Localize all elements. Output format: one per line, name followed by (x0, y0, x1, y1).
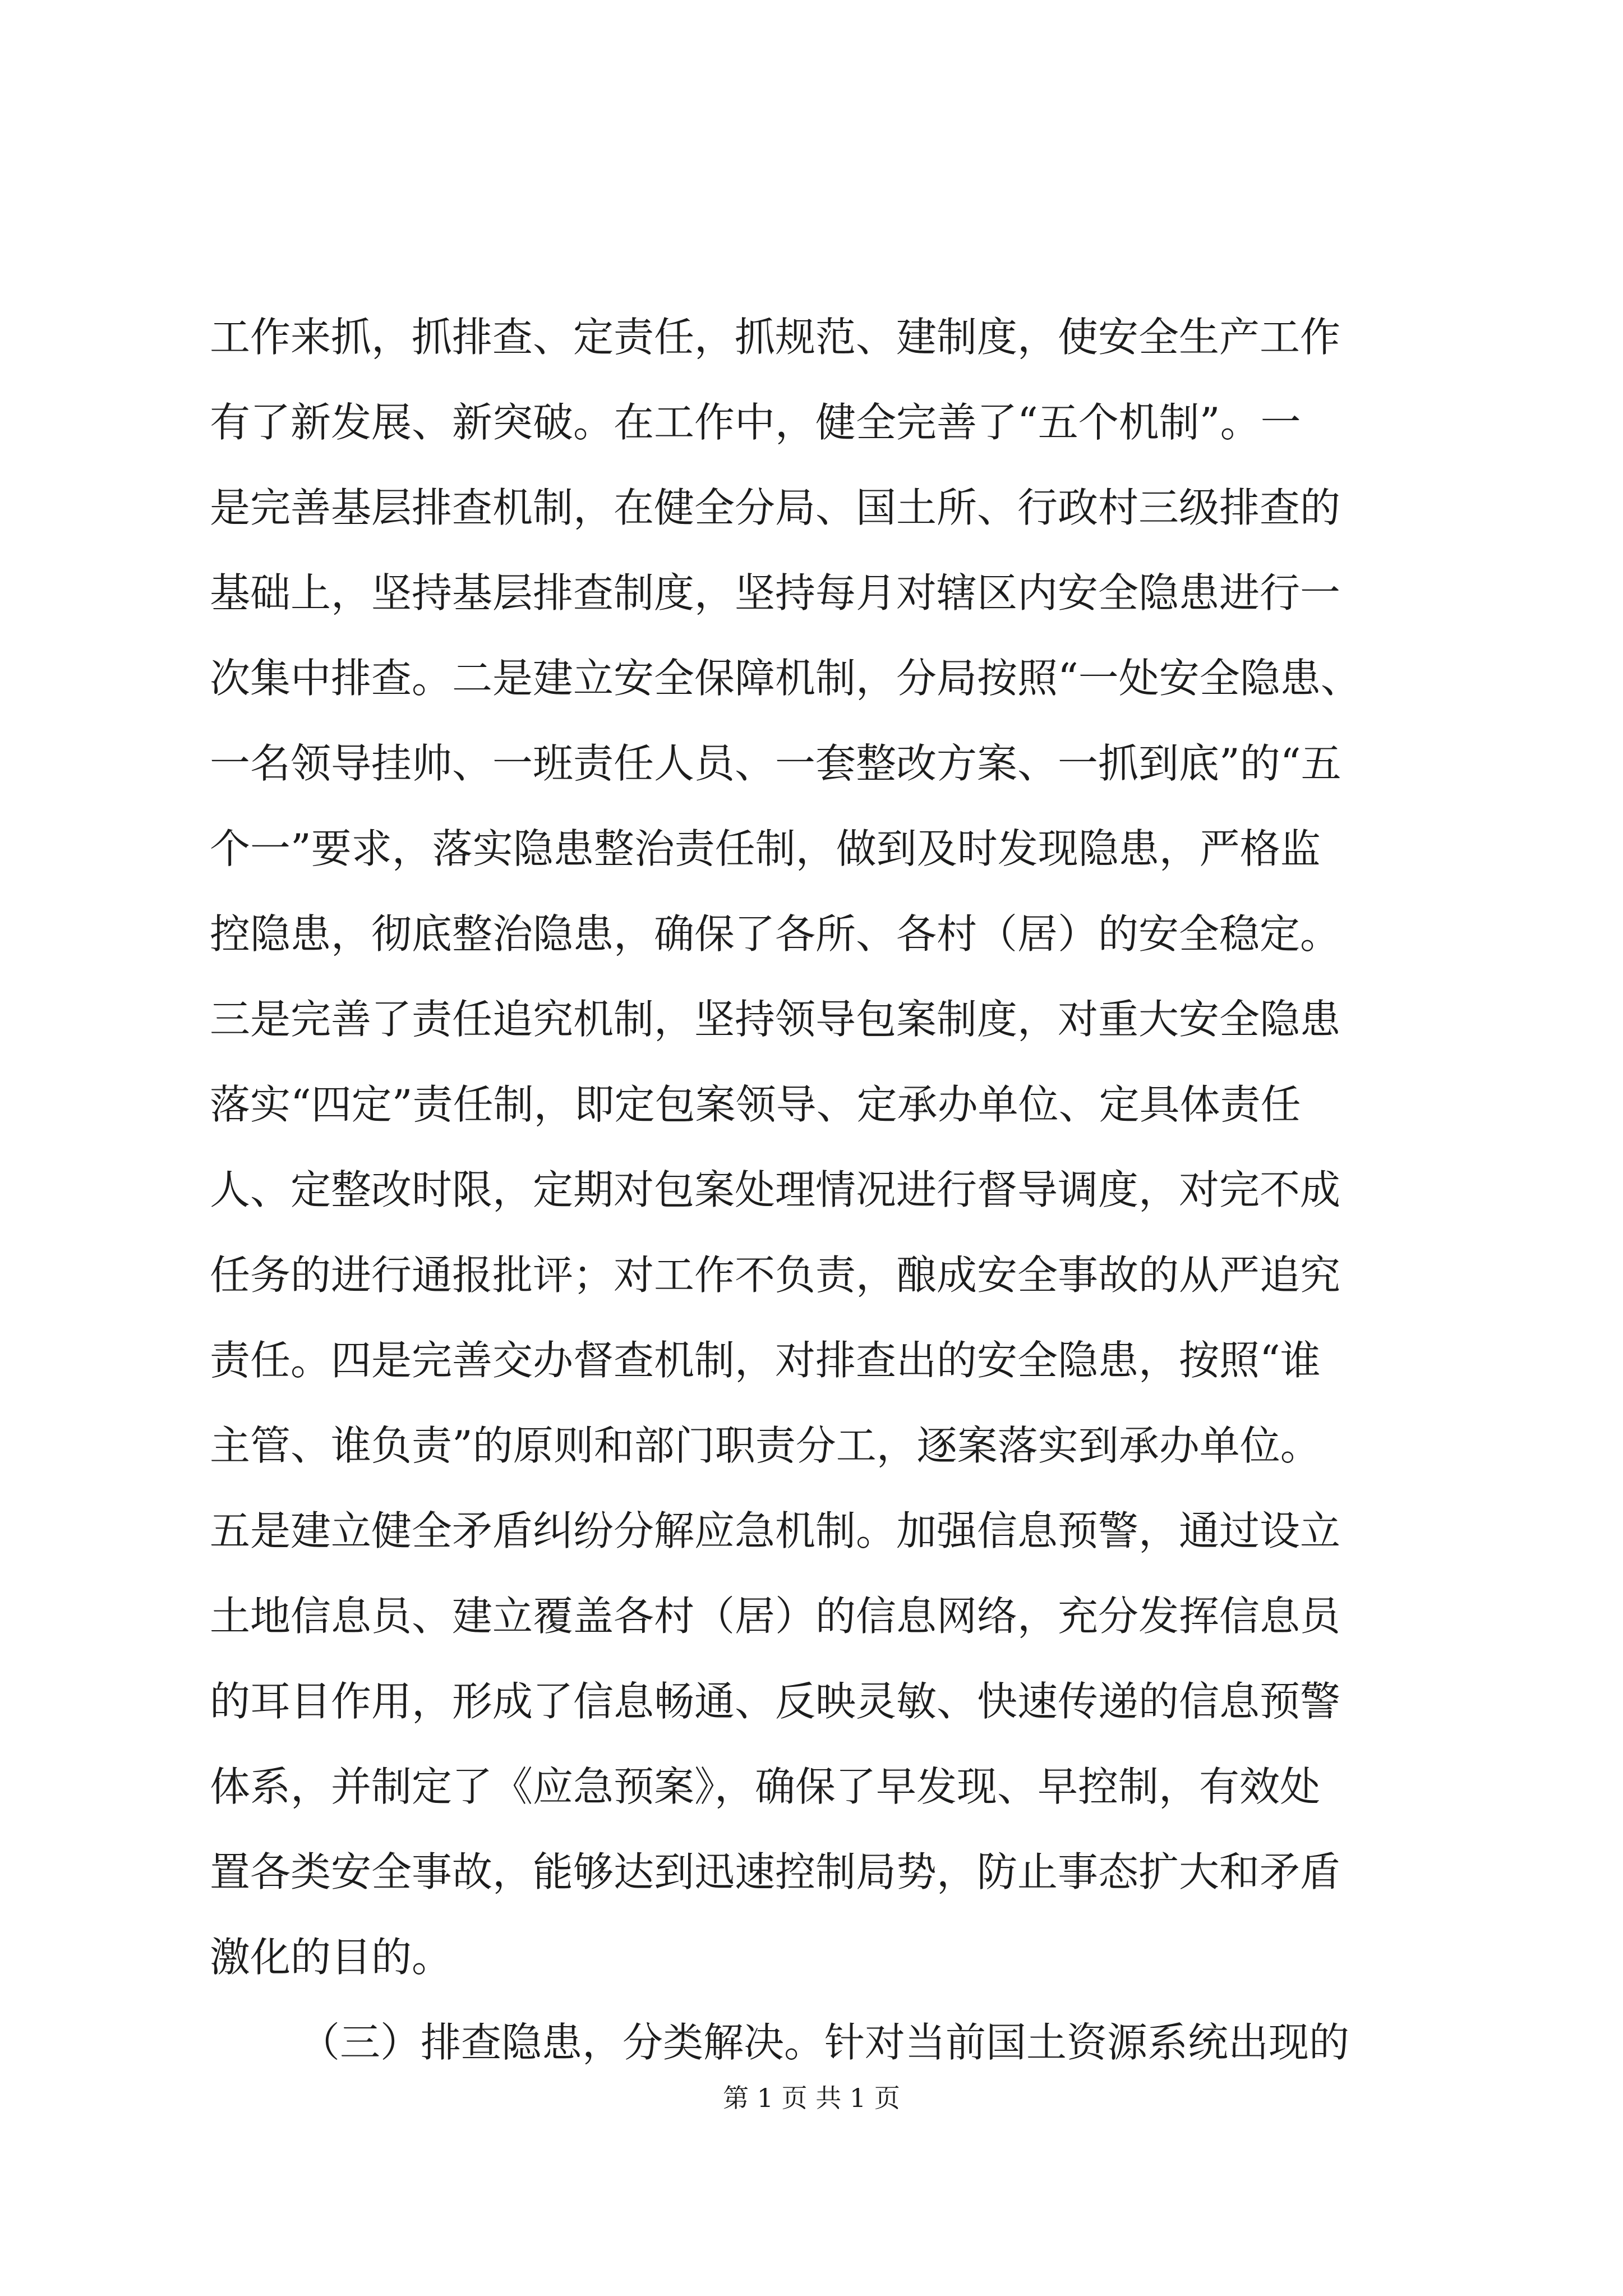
text-line: 个一”要求，落实隐患整治责任制，做到及时发现隐患，严格监 (210, 825, 1321, 872)
text-line: 一名领导挂帅、一班责任人员、一套整改方案、一抓到底”的“五 (210, 740, 1341, 787)
text-line: 激化的目的。 (210, 1934, 453, 1981)
text-line: 有了新发展、新突破。在工作中，健全完善了“五个机制”。一 (210, 399, 1301, 446)
text-line: 体系，并制定了《应急预案》，确保了早发现、早控制，有效处 (210, 1763, 1321, 1810)
text-line: 是完善基层排查机制，在健全分局、国土所、行政村三级排查的 (210, 484, 1341, 531)
text-line: 基础上，坚持基层排查制度，坚持每月对辖区内安全隐患进行一 (210, 569, 1341, 616)
text-line: 工作来抓，抓排查、定责任，抓规范、建制度，使安全生产工作 (210, 314, 1341, 361)
text-line: 责任。四是完善交办督查机制，对排查出的安全隐患，按照“谁 (210, 1337, 1321, 1384)
text-line: 人、定整改时限，定期对包案处理情况进行督导调度，对完不成 (210, 1166, 1341, 1213)
text-line: 土地信息员、建立覆盖各村（居）的信息网络，充分发挥信息员 (210, 1593, 1341, 1640)
text-line: 任务的进行通报批评；对工作不负责，酿成安全事故的从严追究 (210, 1251, 1341, 1299)
text-line: 次集中排查。二是建立安全保障机制，分局按照“一处安全隐患、 (210, 655, 1361, 702)
text-line: 的耳目作用，形成了信息畅通、反映灵敏、快速传递的信息预警 (210, 1678, 1341, 1725)
body-text (210, 295, 1421, 2085)
text-line: 主管、谁负责”的原则和部门职责分工，逐案落实到承办单位。 (210, 1422, 1321, 1469)
text-line: 三是完善了责任追究机制，坚持领导包案制度，对重大安全隐患 (210, 996, 1341, 1043)
text-line: 落实“四定”责任制，即定包案领导、定承办单位、定具体责任 (210, 1081, 1301, 1128)
section-heading-line: （三）排查隐患，分类解决。针对当前国土资源系统出现的 (299, 2019, 1350, 2066)
text-line: 控隐患，彻底整治隐患，确保了各所、各村（居）的安全稳定。 (210, 910, 1341, 958)
text-line: 五是建立健全矛盾纠纷分解应急机制。加强信息预警，通过设立 (210, 1507, 1341, 1554)
page-number-footer: 第 1 页 共 1 页 (723, 2083, 900, 2113)
text-line: 置各类安全事故，能够达到迅速控制局势，防止事态扩大和矛盾 (210, 1848, 1341, 1895)
